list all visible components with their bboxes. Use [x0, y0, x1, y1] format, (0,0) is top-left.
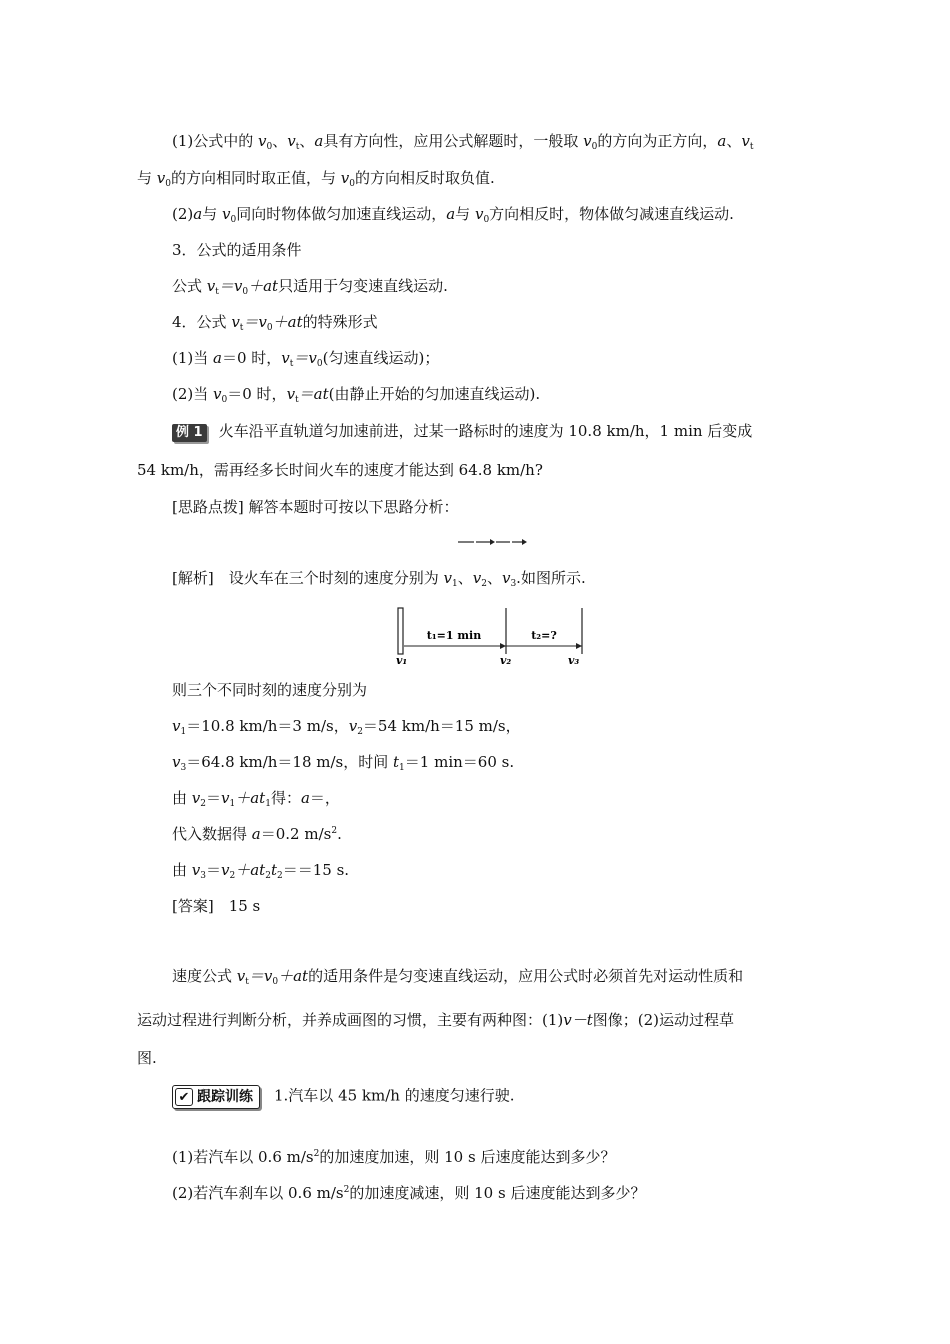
summary-line-2: 运动过程进行判断分析，并养成画图的习惯，主要有两种图：(1)v－t图像；(2)运动过程草	[137, 1011, 735, 1029]
solution-line-4: $v_3=64.8$ km/h＝18 m/s，时间 $t_1=1$ min＝60 s.	[172, 753, 515, 773]
formula-condition: 公式 $v_t=v_0+at$只适用于匀变速直线运动.	[172, 277, 448, 297]
solution-line-1: [解析] 设火车在三个时刻的速度分别为 $v_1$、$v_2$、$v_3$.如图所示.	[172, 569, 586, 589]
solution-line-7: 由 $v_3=v_2+at_2t_2==15$ s.	[172, 861, 350, 881]
example-1-line-1: 例 1 火车沿平直轨道匀加速前进，过某一路标时的速度为 10.8 km/h，1 min 后变成	[172, 421, 752, 442]
special-case-2: (2)当 $v_0=0$ 时，$v_t=at$(由静止开始的匀加速直线运动).	[172, 385, 541, 405]
solution-line-6: 代入数据得 a＝0.2 $m/s^2$.	[172, 825, 342, 843]
flow-arrows	[458, 536, 528, 548]
t2-label: t₂=?	[531, 629, 557, 642]
summary-line-1: 速度公式 $v_t=v_0+at$的适用条件是匀变速直线运动，应用公式时必须首先对运动性质和	[172, 967, 744, 987]
v3-label: v₃	[568, 654, 580, 667]
motion-diagram	[392, 606, 592, 668]
training-line-1: ✔ 跟踪训练 1.汽车以 45 km/h 的速度匀速行驶.	[172, 1085, 515, 1109]
note-line-2: 与 $v_0$的方向相同时取正值，与 $v_0$的方向相反时取负值.	[137, 169, 495, 189]
example-badge: 例 1	[172, 424, 207, 442]
question-1: (1)若汽车以 0.6 $m/s^2$的加速度加速，则 10 s 后速度能达到多少？	[172, 1148, 616, 1166]
solution-line-5: 由 $v_2=v_1+at_1$得：a＝，	[172, 789, 340, 809]
example-1-line-2: 54 km/h，需再经多长时间火车的速度才能达到 64.8 km/h?	[137, 461, 543, 479]
hint-line: [思路点拨] 解答本题时可按以下思路分析：	[172, 498, 459, 516]
solution-line-2: 则三个不同时刻的速度分别为	[172, 681, 368, 699]
train-block	[398, 608, 403, 654]
training-badge: ✔ 跟踪训练	[172, 1085, 260, 1109]
section-heading-3: 3．公式的适用条件	[172, 241, 302, 259]
note-line-3: (2)a与 $v_0$同向时物体做匀加速直线运动，a与 $v_0$方向相反时，物体做匀减速直线运动.	[172, 205, 734, 225]
check-icon: ✔	[175, 1088, 193, 1106]
special-case-1: (1)当 a＝0 时，$v_t=v_0$(匀速直线运动)；	[172, 349, 440, 369]
v1-label: v₁	[396, 654, 408, 667]
note-line-1: (1)公式中的 $v_0$、$v_t$、a具有方向性，应用公式解题时，一般取 $v_0$的方向为正方向，a、$v_t$	[172, 132, 754, 152]
question-2: (2)若汽车刹车以 0.6 $m/s^2$的加速度减速，则 10 s 后速度能达到多少？	[172, 1184, 646, 1202]
solution-line-3: $v_1=10.8$ km/h＝3 m/s，$v_2=54$ km/h＝15 m/s，	[172, 717, 521, 737]
section-heading-4: 4．公式 $v_t=v_0+at$的特殊形式	[172, 313, 378, 333]
v2-label: v₂	[500, 654, 512, 667]
t1-label: t₁=1 min	[426, 629, 482, 642]
summary-line-3: 图.	[137, 1049, 157, 1067]
answer-line: [答案] 15 s	[172, 897, 261, 915]
